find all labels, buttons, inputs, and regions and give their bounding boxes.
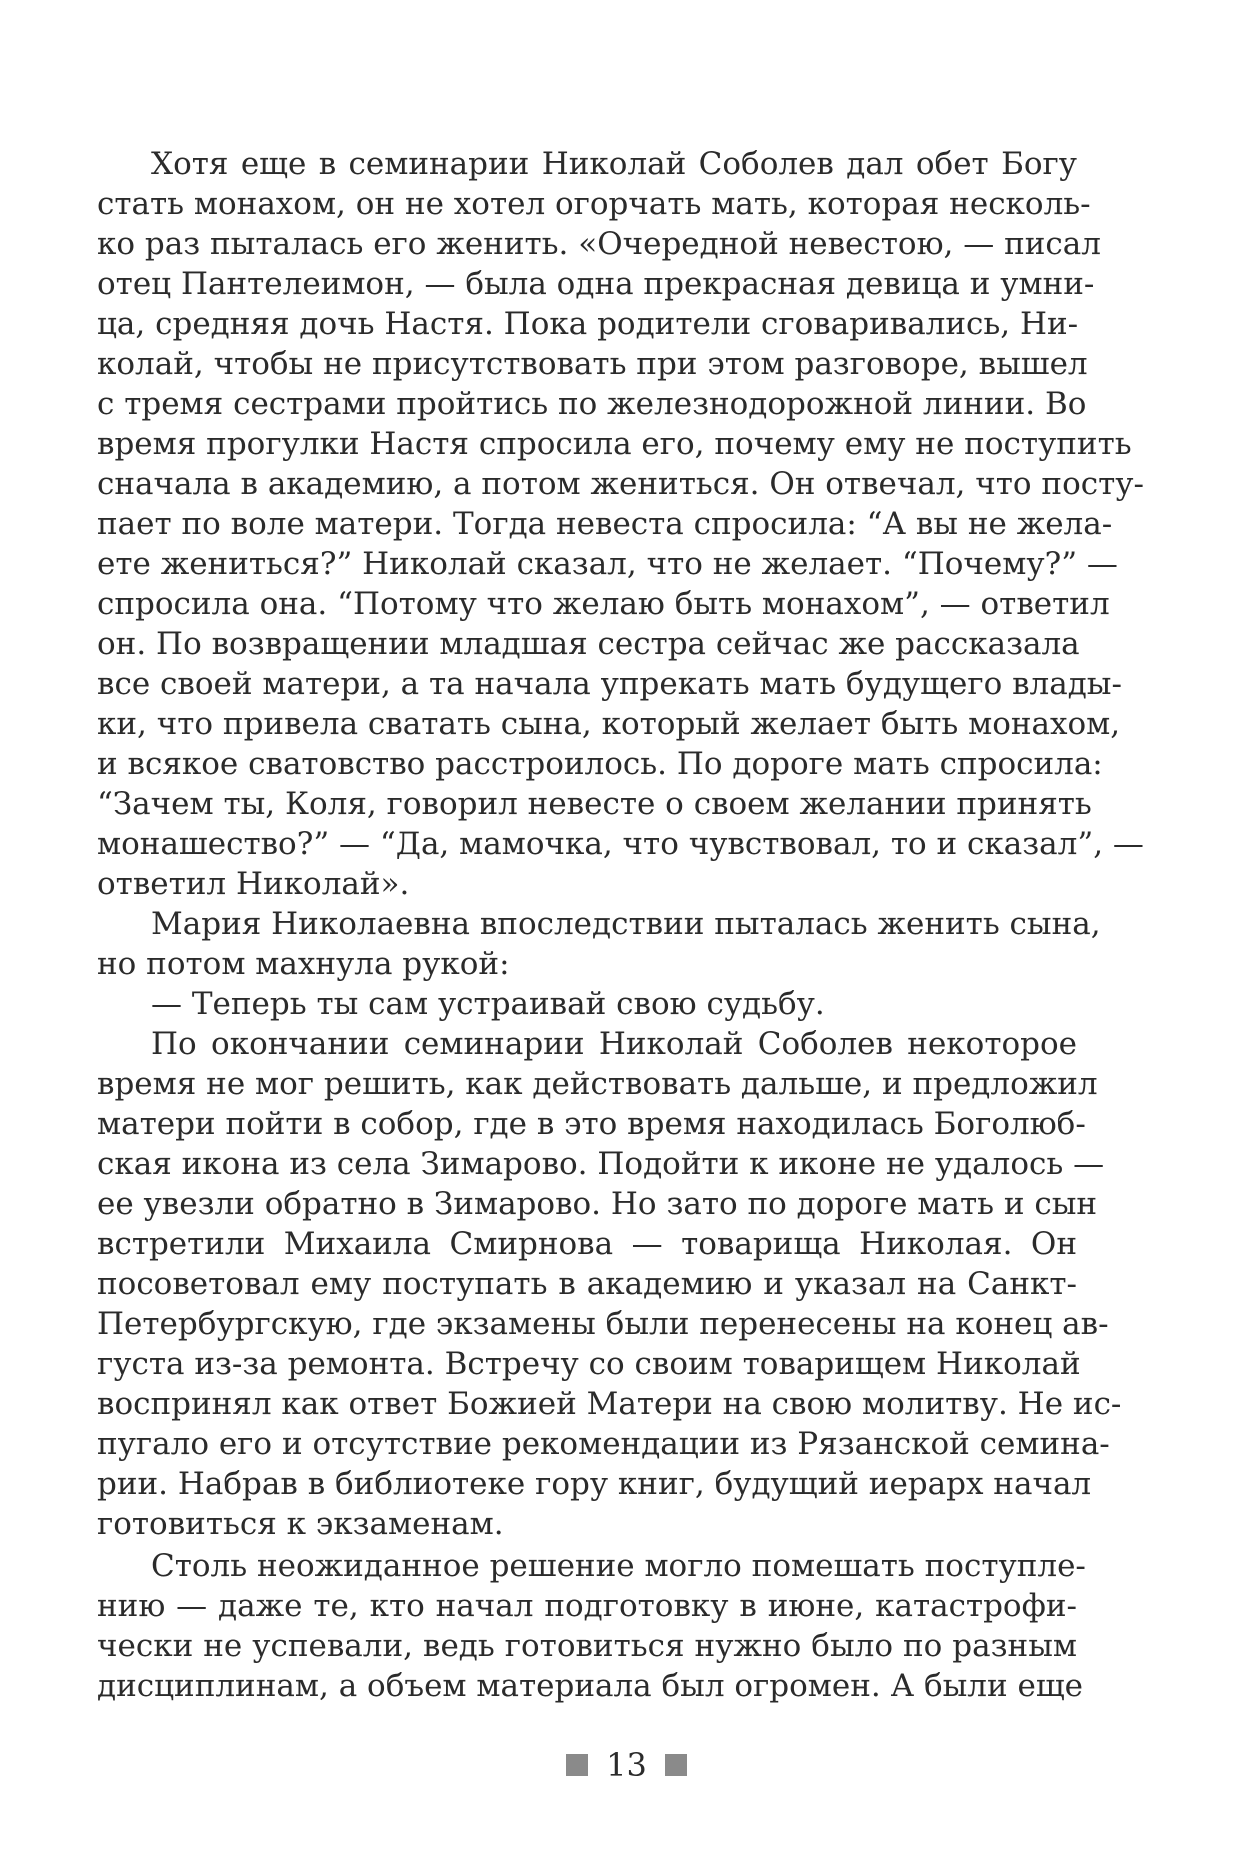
text-line: Хотя еще в семинарии Николай Соболев дал обет Богу: [151, 146, 1077, 182]
text-line: Столь неожиданное решение могло помешать поступле-: [151, 1548, 1086, 1584]
square-ornament-icon: [665, 1754, 687, 1776]
text-line: нию — даже те, кто начал подготовку в июне, катастрофи-: [97, 1588, 1077, 1624]
text-line: дисциплинам, а объем материала был огромен. А были еще: [97, 1668, 1084, 1704]
text-line: он. По возвращении младшая сестра сейчас же рассказала: [97, 626, 1080, 662]
text-line: ко раз пыталась его женить. «Очередной невестою, — писал: [97, 226, 1101, 262]
text-line: рии. Набрав в библиотеке гору книг, будущий иерарх начал: [97, 1466, 1092, 1502]
text-line: готовиться к экзаменам.: [97, 1506, 504, 1542]
text-line: ца, средняя дочь Настя. Пока родители сговаривались, Ни-: [97, 306, 1079, 342]
text-line: монашество?” — “Да, мамочка, что чувствовал, то и сказал”, —: [97, 826, 1144, 862]
text-line: ская икона из села Зимарово. Подойти к иконе не удалось —: [97, 1146, 1105, 1182]
text-line: пает по воле матери. Тогда невеста спросила: “А вы не жела-: [97, 506, 1113, 542]
text-line: посоветовал ему поступать в академию и указал на Санкт-: [97, 1266, 1077, 1302]
page-footer: [0, 1745, 1253, 1785]
text-line: Петербургскую, где экзамены были перенесены на конец ав-: [97, 1306, 1109, 1342]
text-line: время не мог решить, как действовать дальше, и предложил: [97, 1066, 1098, 1102]
text-line: чески не успевали, ведь готовиться нужно было по разным: [97, 1628, 1077, 1664]
text-line: ответил Николай».: [97, 866, 410, 902]
text-line: с тремя сестрами пройтись по железнодорожной линии. Во: [97, 386, 1087, 422]
text-line: ее увезли обратно в Зимарово. Но зато по дороге мать и сын: [97, 1186, 1098, 1222]
text-line: матери пойти в собор, где в это время находилась Боголюб-: [97, 1106, 1086, 1142]
square-ornament-icon: [566, 1754, 588, 1776]
text-line: колай, чтобы не присутствовать при этом разговоре, вышел: [97, 346, 1088, 382]
text-line: отец Пантелеимон, — была одна прекрасная девица и умни-: [97, 266, 1095, 302]
text-line: пугало его и отсутствие рекомендации из Рязанской семина-: [97, 1426, 1110, 1462]
text-line: спросила она. “Потому что желаю быть монахом”, — ответил: [97, 586, 1110, 622]
text-line: “Зачем ты, Коля, говорил невесте о своем желании принять: [97, 786, 1092, 822]
text-line: — Теперь ты сам устраивай свою судьбу.: [151, 986, 825, 1022]
text-line: время прогулки Настя спросила его, почему ему не поступить: [97, 426, 1132, 462]
text-line: ки, что привела сватать сына, который желает быть монахом,: [97, 706, 1121, 742]
text-line: и всякое сватовство расстроилось. По дороге мать спросила:: [97, 746, 1103, 782]
text-line: сначала в академию, а потом жениться. Он отвечал, что посту-: [97, 466, 1144, 502]
text-line: ете жениться?” Николай сказал, что не желает. “Почему?” —: [97, 546, 1118, 582]
text-line: но потом махнула рукой:: [97, 946, 510, 982]
text-line: встретили Михаила Смирнова — товарища Николая. Он: [97, 1226, 1077, 1262]
text-line: все своей матери, а та начала упрекать мать будущего влады-: [97, 666, 1122, 702]
text-line: стать монахом, он не хотел огорчать мать, которая несколь-: [97, 186, 1091, 222]
text-line: Мария Николаевна впоследствии пыталась женить сына,: [151, 906, 1101, 942]
page-number: 13: [606, 1746, 647, 1784]
text-line: По окончании семинарии Николай Соболев некоторое: [151, 1026, 1077, 1062]
page-body-text: [97, 144, 1144, 1706]
text-line: воспринял как ответ Божией Матери на свою молитву. Не ис-: [97, 1386, 1122, 1422]
text-line: густа из-за ремонта. Встречу со своим товарищем Николай: [97, 1346, 1081, 1382]
